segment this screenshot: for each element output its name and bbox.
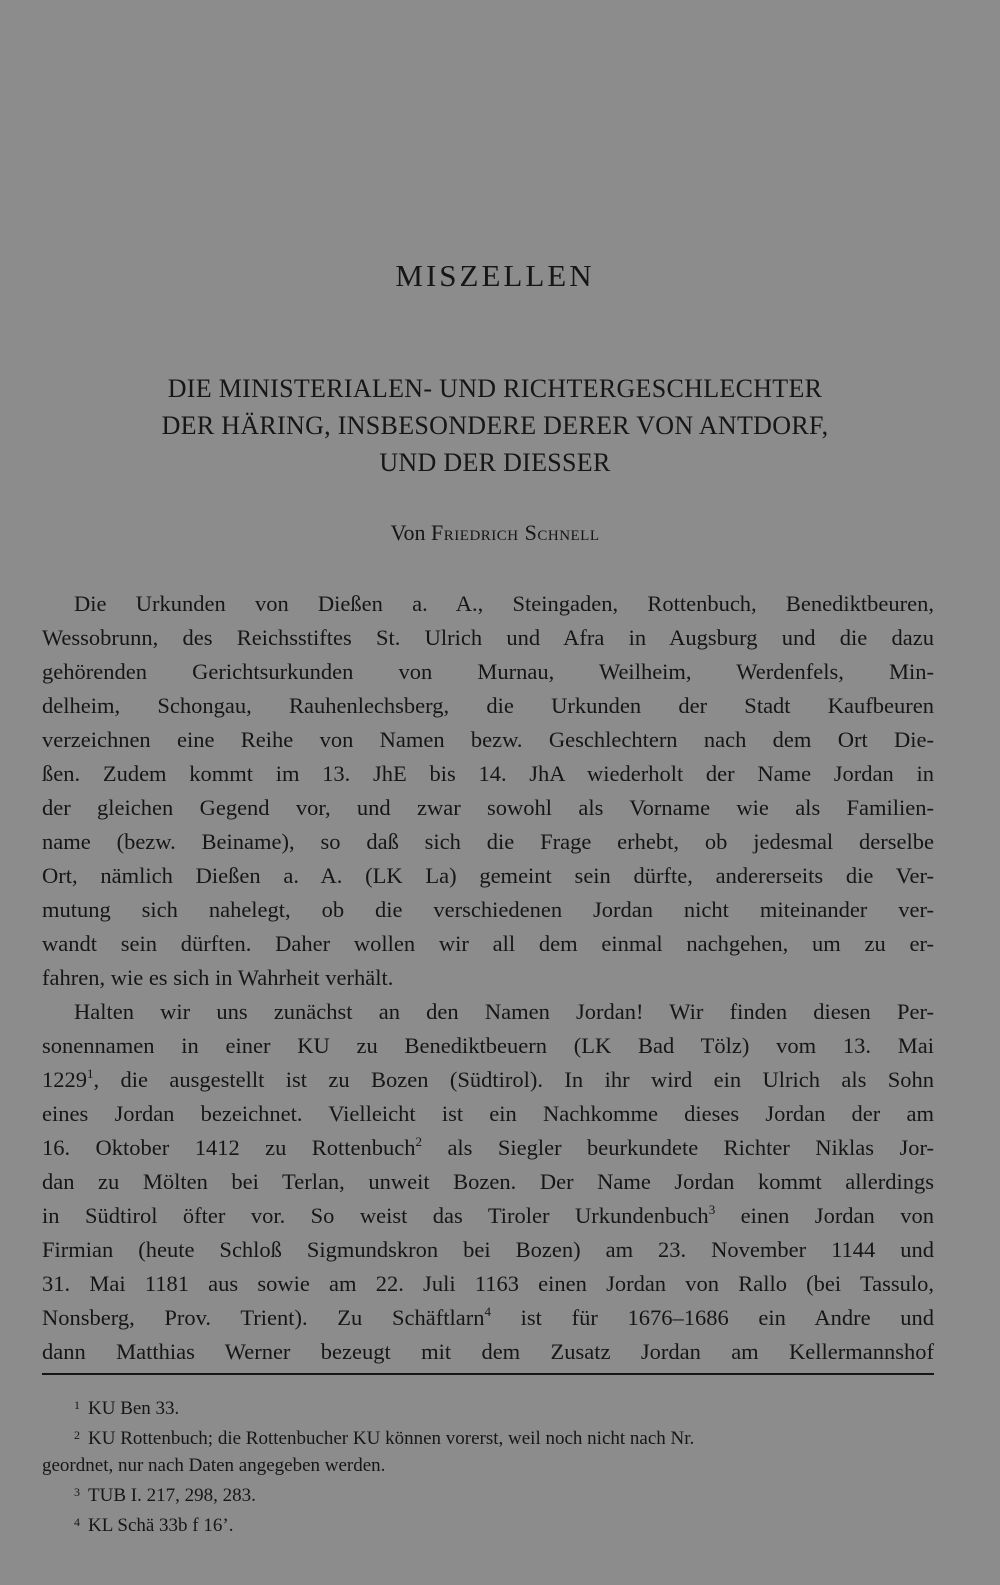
text-line: eines Jordan bezeichnet. Vielleicht ist ein Nachkomme dieses Jordan der am bbox=[42, 1101, 934, 1126]
text-line: Die Urkunden von Dießen a. A., Steingaden, Rottenbuch, Benediktbeuren, bbox=[74, 591, 934, 616]
footnote-ref: 1 bbox=[87, 1066, 94, 1081]
text-line: sonennamen in einer KU zu Benediktbeuern (LK Bad Tölz) vom 13. Mai bbox=[42, 1033, 934, 1058]
text-segment: als Siegler beurkundete Richter Niklas Jor- bbox=[422, 1135, 934, 1160]
text-line: verzeichnen eine Reihe von Namen bezw. Geschlechtern nach dem Ort Die- bbox=[42, 727, 934, 752]
text-line: dan zu Mölten bei Terlan, unweit Bozen. Der Name Jordan kommt allerdings bbox=[42, 1169, 934, 1194]
text-line bbox=[42, 1301, 934, 1335]
article-title-line: DIE MINISTERIALEN- UND RICHTERGESCHLECHTER bbox=[167, 374, 823, 403]
text-line bbox=[42, 1131, 934, 1165]
text-line: gehörenden Gerichtsurkunden von Murnau, Weilheim, Werdenfels, Min- bbox=[42, 659, 934, 684]
text-line: der gleichen Gegend vor, und zwar sowohl als Vorname wie als Familien- bbox=[42, 795, 934, 820]
text-line: dann Matthias Werner bezeugt mit dem Zusatz Jordan am Kellermannshof bbox=[42, 1339, 934, 1364]
text-segment: , die ausgestellt ist zu Bozen (Südtirol). In ihr wird ein Ulrich als Sohn bbox=[93, 1067, 934, 1092]
text-segment: Nonsberg, Prov. Trient). Zu Schäftlarn bbox=[42, 1305, 485, 1330]
footnote-text: geordnet, nur nach Daten angegeben werden. bbox=[42, 1455, 386, 1476]
text-line bbox=[42, 1199, 934, 1233]
footnote-continuation bbox=[42, 1452, 934, 1479]
text-line: 31. Mai 1181 aus sowie am 22. Juli 1163 einen Jordan von Rallo (bei Tassulo, bbox=[42, 1271, 934, 1296]
footnote-number: 2 bbox=[74, 1428, 80, 1442]
text-segment: in Südtirol öfter vor. So weist das Tiroler Urkundenbuch bbox=[42, 1203, 709, 1228]
footnote-divider bbox=[42, 1373, 934, 1375]
body-text bbox=[42, 587, 934, 1369]
footnote bbox=[42, 1392, 934, 1422]
article-title bbox=[0, 370, 990, 481]
author-name: Friedrich Schnell bbox=[431, 520, 600, 545]
footnote-text: KL Schä 33b f 16’. bbox=[88, 1515, 234, 1536]
text-line bbox=[42, 1063, 934, 1097]
footnote bbox=[42, 1479, 934, 1509]
footnote-ref: 2 bbox=[415, 1134, 423, 1149]
text-line: name (bezw. Beiname), so daß sich die Frage erhebt, ob jedesmal derselbe bbox=[42, 829, 934, 854]
text-line: Firmian (heute Schloß Sigmundskron bei Bozen) am 23. November 1144 und bbox=[42, 1237, 934, 1262]
text-line: Ort, nämlich Dießen a. A. (LK La) gemeint sein dürfte, andererseits die Ver- bbox=[42, 863, 934, 888]
text-line: ßen. Zudem kommt im 13. JhE bis 14. JhA wiederholt der Name Jordan in bbox=[42, 761, 934, 786]
text-segment: 16. Oktober 1412 zu Rottenbuch bbox=[42, 1135, 416, 1160]
article-title-line: DER HÄRING, INSBESONDERE DERER VON ANTDORF, bbox=[161, 411, 829, 440]
footnote bbox=[42, 1509, 934, 1539]
article-title-line: UND DER DIESSER bbox=[379, 448, 611, 477]
footnote-text: KU Rottenbuch; die Rottenbucher KU können vorerst, weil noch nicht nach Nr. bbox=[88, 1428, 695, 1449]
footnote-number: 3 bbox=[74, 1485, 80, 1499]
text-line: Halten wir uns zunächst an den Namen Jordan! Wir finden diesen Per- bbox=[74, 999, 934, 1024]
footnote-ref: 3 bbox=[708, 1202, 716, 1217]
text-segment: einen Jordan von bbox=[715, 1203, 934, 1228]
footnote-text: KU Ben 33. bbox=[88, 1398, 180, 1419]
footnotes bbox=[42, 1392, 934, 1539]
section-title: MISZELLEN bbox=[395, 258, 595, 293]
author-prefix: Von bbox=[390, 520, 426, 545]
footnote-number: 4 bbox=[74, 1515, 80, 1529]
author-line bbox=[0, 520, 990, 546]
footnote-number: 1 bbox=[74, 1398, 80, 1412]
text-segment: ist für 1676–1686 ein Andre und bbox=[490, 1305, 934, 1330]
text-line: wandt sein dürften. Daher wollen wir all dem einmal nachgehen, um zu er- bbox=[42, 931, 934, 956]
footnote bbox=[42, 1422, 934, 1452]
footnote-text: TUB I. 217, 298, 283. bbox=[88, 1485, 256, 1506]
text-line: fahren, wie es sich in Wahrheit verhält. bbox=[42, 965, 394, 990]
text-segment: 1229 bbox=[42, 1067, 87, 1092]
text-line: delheim, Schongau, Rauhenlechsberg, die Urkunden der Stadt Kaufbeuren bbox=[42, 693, 934, 718]
text-line: mutung sich nahelegt, ob die verschiedenen Jordan nicht miteinander ver- bbox=[42, 897, 934, 922]
footnote-ref: 4 bbox=[484, 1304, 491, 1319]
text-line: Wessobrunn, des Reichsstiftes St. Ulrich und Afra in Augsburg und die dazu bbox=[42, 625, 934, 650]
